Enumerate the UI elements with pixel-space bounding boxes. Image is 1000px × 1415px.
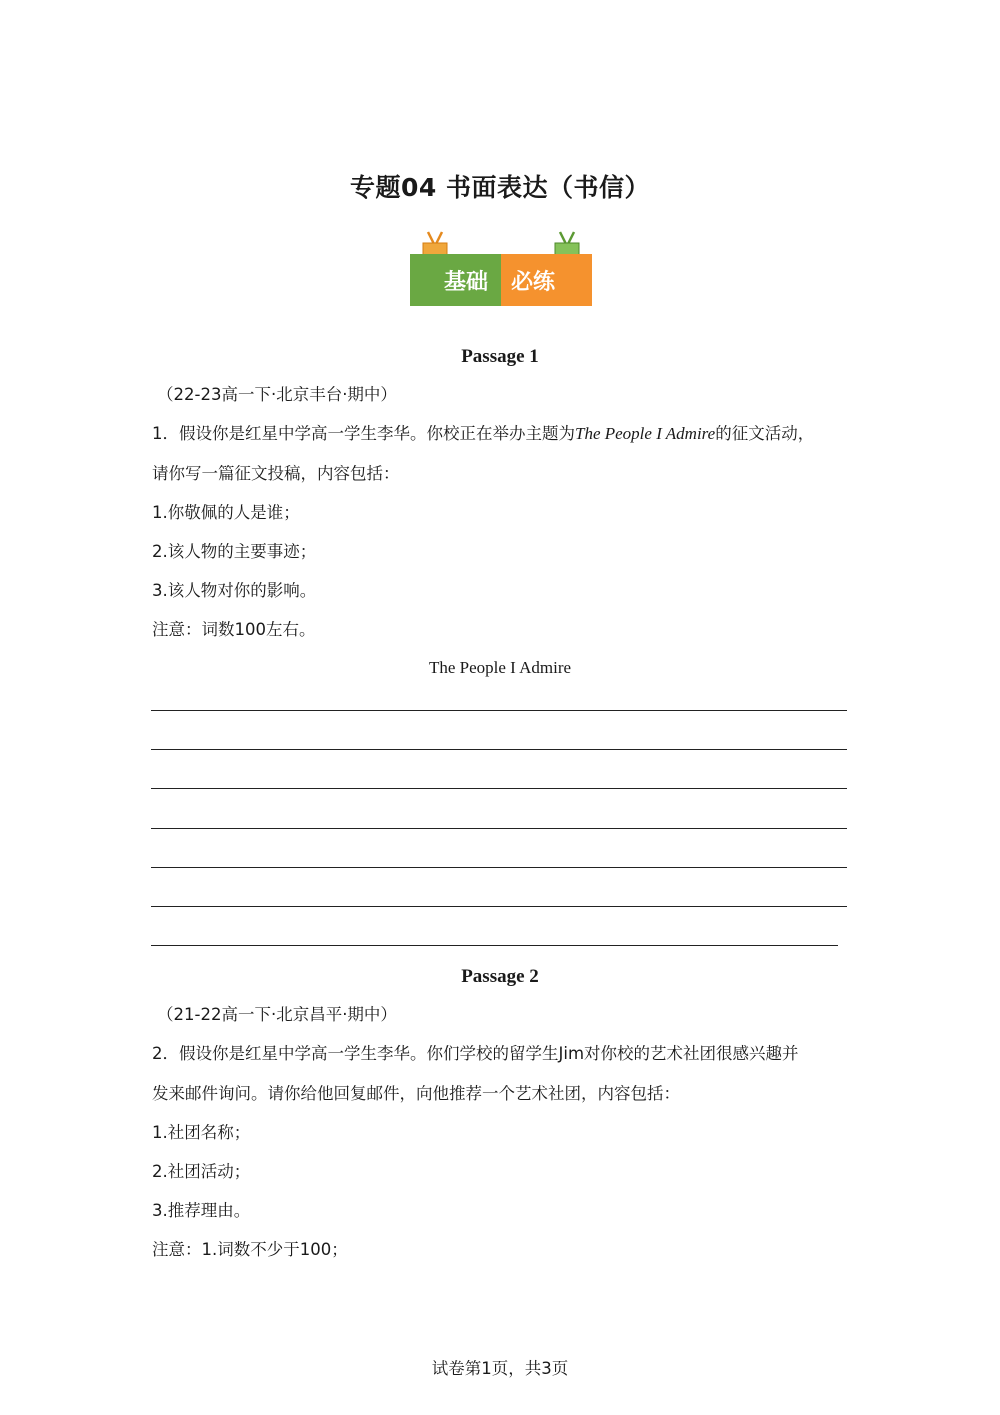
passage-2-source: （21-22高一下·北京昌平·期中） <box>157 1005 397 1024</box>
passage-1-question-line-1 <box>152 423 814 445</box>
writing-line[interactable] <box>151 867 847 868</box>
passage-1-note: 注意：词数100左右。 <box>152 620 316 639</box>
passage-2-question-line-2: 发来邮件询问。请你给他回复邮件，向他推荐一个艺术社团，内容包括： <box>152 1084 680 1103</box>
svg-text:基础: 基础 <box>443 270 489 295</box>
question-text: 的征文活动， <box>715 424 815 443</box>
passage-1-point-1: 1.你敬佩的人是谁； <box>152 503 300 522</box>
passage-1-point-2: 2.该人物的主要事迹； <box>152 542 317 561</box>
writing-line[interactable] <box>151 828 847 829</box>
passage-2-heading: Passage 2 <box>461 966 539 987</box>
passage-2-question-line-1: 2．假设你是红星中学高一学生李华。你们学校的留学生Jim对你校的艺术社团很感兴趣并 <box>152 1044 799 1063</box>
svg-text:必练: 必练 <box>510 270 556 295</box>
passage-2-note: 注意：1.词数不少于100； <box>152 1240 348 1259</box>
writing-line[interactable] <box>151 710 847 711</box>
page-title: 专题04 书面表达（书信） <box>350 173 650 202</box>
page-footer: 试卷第1页，共3页 <box>431 1359 569 1378</box>
passage-1-question-line-2: 请你写一篇征文投稿，内容包括： <box>152 464 400 483</box>
writing-line[interactable] <box>151 906 847 907</box>
writing-line[interactable] <box>151 945 838 946</box>
passage-1-source: （22-23高一下·北京丰台·期中） <box>157 385 397 404</box>
passage-2-point-1: 1.社团名称； <box>152 1123 251 1142</box>
passage-1-point-3: 3.该人物对你的影响。 <box>152 581 317 600</box>
question-text: 1．假设你是红星中学高一学生李华。你校正在举办主题为 <box>152 424 575 443</box>
passage-1-heading: Passage 1 <box>461 346 539 367</box>
badge-basic-practice <box>410 230 592 308</box>
passage-2-point-3: 3.推荐理由。 <box>152 1201 251 1220</box>
writing-line[interactable] <box>151 749 847 750</box>
essay-theme: The People I Admire <box>575 424 716 443</box>
passage-2-point-2: 2.社团活动； <box>152 1162 251 1181</box>
essay-title: The People I Admire <box>428 658 572 677</box>
writing-line[interactable] <box>151 788 847 789</box>
